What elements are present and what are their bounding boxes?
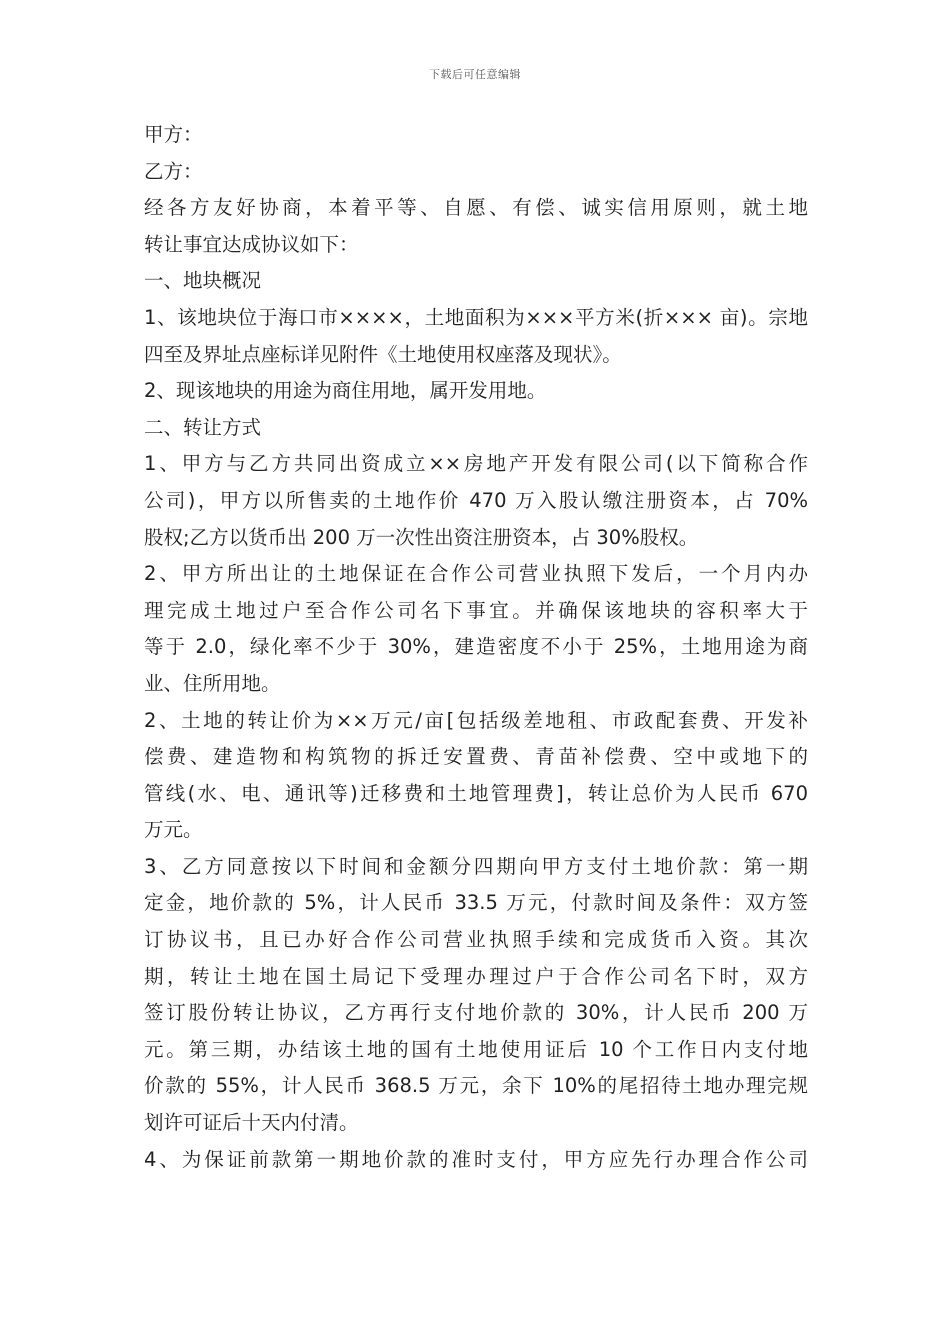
document-line: 二、转让方式 bbox=[144, 415, 262, 439]
document-line: 公司)，甲方以所售卖的土地作价 470 万入股认缴注册资本，占 70% bbox=[144, 488, 808, 512]
document-line: 四至及界址点座标详见附件《土地使用权座落及现状》。 bbox=[144, 342, 622, 366]
document-line: 等于 2.0，绿化率不少于 30%，建造密度不小于 25%，土地用途为商 bbox=[144, 635, 808, 659]
document-line: 业、住所用地。 bbox=[144, 671, 281, 695]
document-line: 1、甲方与乙方共同出资成立××房地产开发有限公司(以下简称合作 bbox=[144, 452, 808, 476]
document-line: 乙方： bbox=[144, 159, 203, 183]
document-line: 偿费、建造物和构筑物的拆迁安置费、青苗补偿费、空中或地下的 bbox=[144, 745, 808, 769]
document-line: 2、甲方所出让的土地保证在合作公司营业执照下发后，一个月内办 bbox=[144, 562, 808, 586]
document-line: 2、现该地块的用途为商住用地，属开发用地。 bbox=[144, 379, 547, 403]
document-line: 1、该地块位于海口市××××，土地面积为×××平方米(折××× 亩)。宗地 bbox=[144, 305, 808, 329]
document-line: 管线(水、电、通讯等)迁移费和土地管理费]，转让总价为人民币 670 bbox=[144, 781, 808, 805]
document-line: 订协议书，且已办好合作公司营业执照手续和完成货币入资。其次 bbox=[144, 928, 808, 952]
document-line: 股权;乙方以货币出 200 万一次性出资注册资本，占 30%股权。 bbox=[144, 525, 699, 549]
document-line: 元。第三期，办结该土地的国有土地使用证后 10 个工作日内支付地 bbox=[144, 1037, 808, 1061]
document-line: 期，转让土地在国土局记下受理办理过户于合作公司名下时，双方 bbox=[144, 964, 808, 988]
document-line: 定金，地价款的 5%，计人民币 33.5 万元，付款时间及条件：双方签 bbox=[144, 891, 808, 915]
document-line: 划许可证后十天内付清。 bbox=[144, 1111, 359, 1135]
document-line: 一、地块概况 bbox=[144, 269, 262, 293]
document-line: 转让事宜达成协议如下： bbox=[144, 232, 359, 256]
document-line: 2、土地的转让价为××万元/亩[包括级差地租、市政配套费、开发补 bbox=[144, 708, 808, 732]
document-body bbox=[144, 117, 808, 1178]
document-line: 理完成土地过户至合作公司名下事宜。并确保该地块的容积率大于 bbox=[144, 598, 808, 622]
document-line: 4、为保证前款第一期地价款的准时支付，甲方应先行办理合作公司 bbox=[144, 1147, 808, 1171]
page-header-note: 下载后可任意编辑 bbox=[429, 68, 521, 81]
document-line: 经各方友好协商，本着平等、自愿、有偿、诚实信用原则，就土地 bbox=[144, 196, 808, 220]
document-line: 甲方： bbox=[144, 123, 203, 146]
document-line: 价款的 55%，计人民币 368.5 万元，余下 10%的尾招待土地办理完规 bbox=[144, 1074, 808, 1098]
document-line: 签订股份转让协议，乙方再行支付地价款的 30%，计人民币 200 万 bbox=[144, 1001, 808, 1025]
document-line: 3、乙方同意按以下时间和金额分四期向甲方支付土地价款：第一期 bbox=[144, 854, 808, 878]
document-line: 万元。 bbox=[144, 818, 203, 842]
